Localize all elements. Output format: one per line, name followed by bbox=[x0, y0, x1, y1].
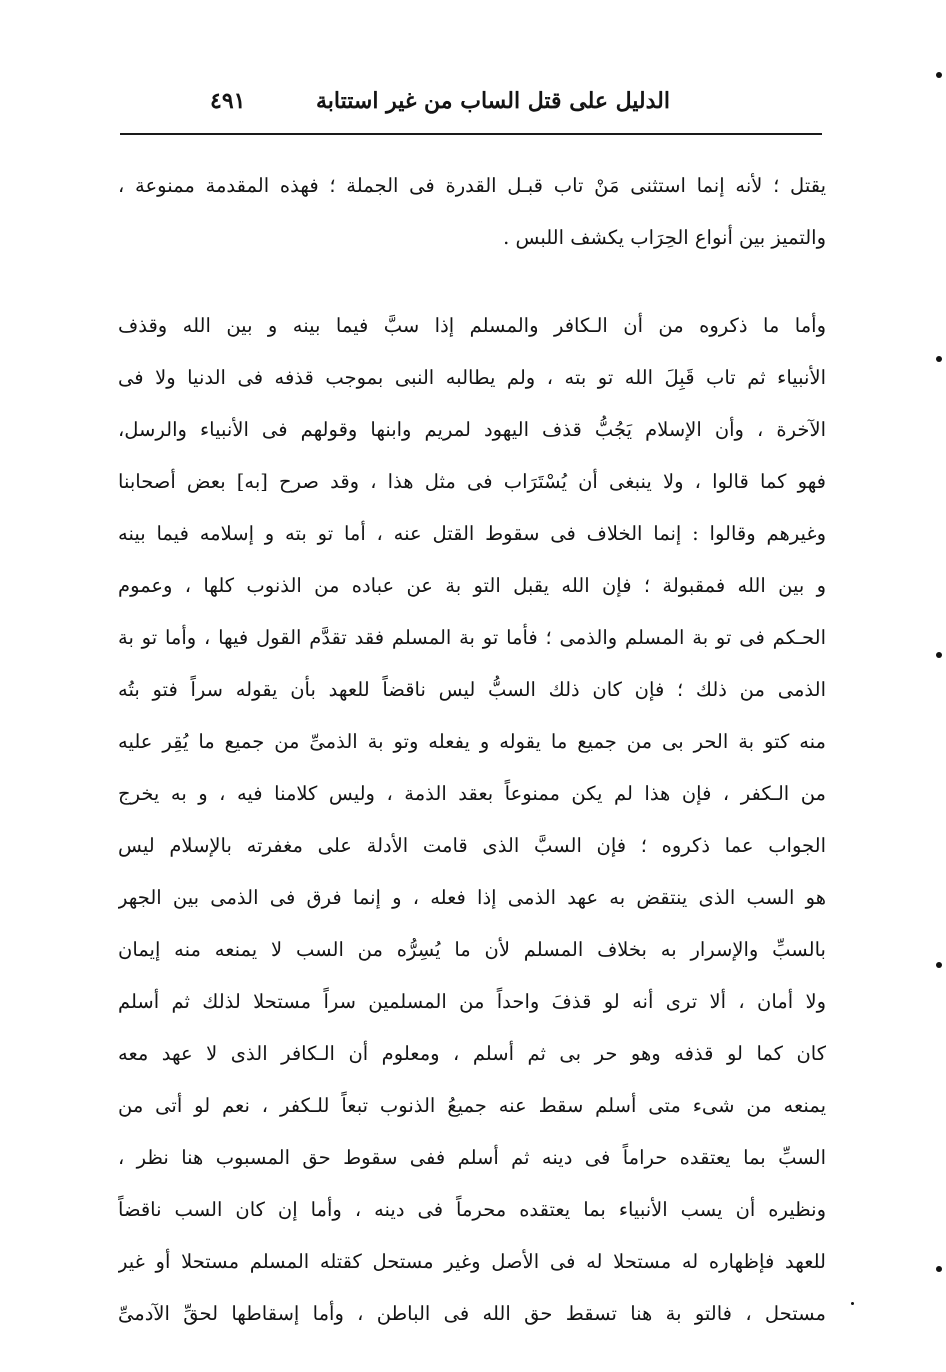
header-rule bbox=[120, 133, 822, 135]
text-line: وغيرهم وقالوا : إنما الخلاف فى سقوط القتل عنه ، أما تو بته و إسلامه فيما بينه bbox=[118, 522, 826, 545]
text-line: والتميز بين أنواع الحِرَاب يكشف اللبس . bbox=[503, 226, 826, 249]
text-line: يمنعه من شىء متى أسلم سقط عنه جميعُ الذنوب تبعاً للـكفر ، نعم لو أتى من bbox=[118, 1094, 826, 1117]
page-number: ٤٩١ bbox=[210, 88, 246, 114]
scan-speck bbox=[936, 962, 942, 968]
text-line: بالسبِّ والإسرار به بخلاف المسلم لأن ما يُسِرُّه من السب لا يمنعه منه إيمان bbox=[118, 938, 826, 961]
text-line: وأما ما ذكروه من أن الـكافر والمسلم إذا سبَّ فيما بينه و بين الله وقذف bbox=[118, 314, 826, 337]
text-line: الجواب عما ذكروه ؛ فإن السبَّ الذى قامت الأدلة على مغفرته بالإسلام ليس bbox=[118, 834, 826, 857]
text-line: ولا أمان ، ألا ترى أنه لو قذفَ واحداً من المسلمين سراً مستحلا لذلك ثم أسلم bbox=[118, 990, 826, 1013]
text-line: و بين الله فمقبولة ؛ فإن الله يقبل التو بة عن عباده من الذنوب كلها ، وعموم bbox=[118, 574, 826, 597]
scan-speck bbox=[851, 1302, 854, 1305]
scan-speck bbox=[936, 356, 942, 362]
text-line: من الـكفر ، فإن هذا لم يكن ممنوعاً بعقد الذمة ، وليس كلامنا فيه ، و به يخرج bbox=[118, 782, 826, 805]
text-line: الحـكم فى تو بة المسلم والذمى ؛ فأما تو بة المسلم فقد تقدَّم القول فيها ، وأما تو بة bbox=[118, 626, 826, 649]
running-header bbox=[130, 86, 810, 126]
text-line: منه كتو بة الحر بى من جميع ما يقوله و يفعله وتو بة الذمىِّ من جميع ما يُقِر عليه bbox=[118, 730, 826, 753]
text-line: الذمى من ذلك ؛ فإن كان ذلك السبُّ ليس ناقضاً للعهد بأن يقوله سراً فتو بتُه bbox=[118, 678, 826, 701]
text-line: للعهد فإظهاره له مستحلا له فى الأصل وغير مستحل كقتله المسلم مستحلا أو غير bbox=[118, 1250, 826, 1273]
scan-speck bbox=[936, 72, 942, 78]
scan-speck bbox=[936, 652, 942, 658]
paragraph-continuation bbox=[118, 160, 826, 264]
paragraph-main bbox=[118, 300, 826, 1340]
text-line: هو السب الذى ينتقض به عهد الذمى إذا فعله ، و إنما فرق فى الذمى بين الجهر bbox=[118, 886, 826, 909]
text-line: يقتل ؛ لأنه إنما استثنى مَنْ تاب قبـل القدرة فى الجملة ؛ فهذه المقدمة ممنوعة ، bbox=[118, 174, 826, 197]
text-line: ونظيره أن يسب الأنبياء بما يعتقده محرماً فى دينه ، وأما إن كان السب ناقضاً bbox=[118, 1198, 826, 1221]
text-line: كان كما لو قذفه وهو حر بى ثم أسلم ، ومعلوم أن الـكافر الذى لا عهد معه bbox=[118, 1042, 826, 1065]
running-title: الدليل على قتل الساب من غير استتابة bbox=[316, 88, 670, 114]
text-line: السبِّ بما يعتقده حراماً فى دينه ثم أسلم ففى سقوط حق المسبوب هنا نظر ، bbox=[118, 1146, 826, 1169]
text-line: الآخرة ، وأن الإسلام يَجُبُّ قذف اليهود لمريم وابنها وقولهم فى الأنبياء والرسل، bbox=[118, 418, 826, 441]
body-text bbox=[118, 160, 826, 1340]
text-line: الأنبياء ثم تاب قَبِلَ الله تو بته ، ولم يطالبه النبى بموجب قذفه فى الدنيا ولا فى bbox=[118, 366, 826, 389]
text-line: فهو كما قالوا ، ولا ينبغى أن يُسْتَرَاب فى مثل هذا ، وقد صرح [به] بعض أصحابنا bbox=[118, 470, 826, 493]
text-line: مستحل ، فالتو بة هنا تسقط حق الله فى الباطن ، وأما إسقاطها لحقِّ الآدمىِّ bbox=[118, 1302, 826, 1325]
scan-speck bbox=[936, 1266, 942, 1272]
paragraph-gap bbox=[118, 264, 826, 300]
